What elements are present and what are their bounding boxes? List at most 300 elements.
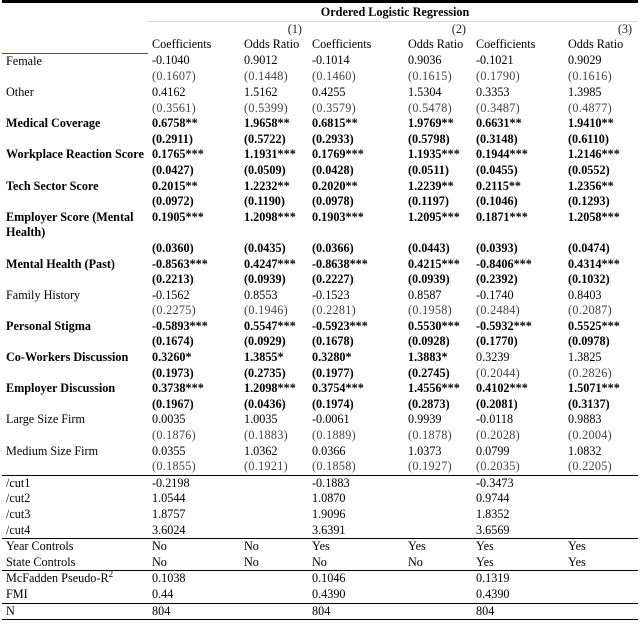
control-value: No [244,554,259,569]
standard-error-cell: (0.0928) [408,334,450,349]
estimate-cell: -0.1021 [476,53,514,68]
standard-error-cell: (0.2745) [408,365,450,380]
variable-label-blank [2,241,148,257]
cutpoint-label: /cut3 [6,507,31,521]
standard-error-cell: (0.5478) [408,100,453,115]
empty-cell [240,571,308,587]
control-label: Year Controls [2,539,148,555]
standard-error-cell: (0.0435) [244,240,286,255]
standard-error-cell: (0.0929) [244,334,286,349]
estimate-cell: -0.8406*** [476,256,532,271]
estimate-cell: 1.5071*** [568,381,620,396]
estimate-cell: 0.3260* [152,350,192,365]
empty-cell [404,507,472,523]
estimate-cell: 1.2095*** [408,209,460,224]
table-row [2,210,638,241]
table-row [2,116,638,132]
estimate-cell: 0.0035 [152,412,186,427]
cutpoint-value: -0.1883 [308,475,404,491]
cutpoint-label: /cut4 [6,522,31,537]
superscript: 2 [108,569,114,580]
estimate-cell: 1.2239** [408,178,454,193]
empty-cell [240,603,308,620]
control-value: Yes [404,539,472,555]
cutpoint-value: 3.6024 [152,522,186,537]
estimate-cell: 0.0366 [312,443,346,458]
standard-error-cell: (0.1974) [312,396,354,411]
estimate-cell: 0.5547*** [244,318,296,333]
variable-label-blank [2,366,148,382]
statistic-label [2,571,148,587]
control-rows [2,539,638,571]
standard-error-cell: (0.0972) [152,194,194,209]
standard-error-cell: (0.1878) [408,428,453,443]
cutpoint-row [2,523,638,539]
col-header: Coefficients [152,37,212,52]
estimate-cell: 1.3825 [568,350,602,365]
standard-error-cell: (0.1770) [476,334,518,349]
variable-label: Personal Stigma [6,318,91,333]
estimate-cell: -0.5893*** [152,318,208,333]
estimate-cell: 0.1769*** [312,147,364,162]
cutpoint-value: 1.0870 [312,491,346,506]
cutpoint-value: 1.8757 [152,507,186,521]
statistic-value: 0.4390 [476,586,510,601]
variable-label-blank [2,428,148,444]
estimate-cell: 0.3353 [476,84,510,99]
estimate-cell: 0.1905*** [152,209,204,224]
variable-label-blank [2,459,148,475]
estimate-cell: -0.8638*** [312,256,368,271]
estimate-cell: 0.5525*** [568,318,620,333]
standard-error-cell: (0.1958) [408,303,453,318]
estimate-cell: 1.1935*** [408,147,460,162]
estimate-cell: 0.3754*** [312,381,364,396]
col-header: Odds Ratio [568,37,624,52]
estimate-cell: 1.2356** [568,178,614,193]
standard-error-cell: (0.2911) [152,131,193,146]
estimate-cell: -0.5923*** [312,318,368,333]
control-value: No [240,539,308,555]
statistic-label-text: McFadden Pseudo-R [6,571,109,586]
standard-error-cell: (0.1674) [152,334,194,349]
estimate-cell: -0.1562 [152,287,190,302]
standard-error-cell: (0.2484) [476,303,521,318]
standard-error-cell: (0.1790) [476,69,521,84]
variable-label-blank [2,101,148,117]
estimate-cell: 0.9036 [408,53,442,68]
empty-cell [240,475,308,491]
standard-error-cell: (0.1973) [152,365,194,380]
variable-label: Medical Coverage [6,116,101,131]
standard-error-cell: (0.2227) [312,272,354,287]
empty-cell [564,507,638,523]
variable-label: Workplace Reaction Score [6,147,144,162]
coefficient-rows [2,53,638,475]
estimate-cell: 1.1931*** [244,147,296,162]
standard-error-cell: (0.1967) [152,396,194,411]
control-value: No [148,539,240,555]
estimate-cell: 1.0362 [244,443,278,458]
standard-error-cell: (0.5399) [244,100,289,115]
estimate-cell: 0.4247*** [244,256,296,271]
cutpoint-label: /cut2 [6,491,31,506]
cutpoint-value: 0.9744 [476,491,510,506]
estimate-cell: 1.2098*** [244,209,296,224]
estimate-cell: 0.4314*** [568,256,620,271]
empty-cell [404,603,472,620]
table-row [2,53,638,69]
estimate-cell: 0.3239 [476,350,510,365]
empty-cell [240,523,308,539]
table-row-se [2,241,638,257]
estimate-cell: 0.8403 [568,287,602,302]
col-header: Coefficients [312,37,372,52]
variable-label-blank [2,194,148,210]
variable-label-blank [2,397,148,413]
standard-error-cell: (0.0552) [568,162,610,177]
estimate-cell: 0.1944*** [476,147,528,162]
estimate-cell: 0.5530*** [408,318,460,333]
table-row-se [2,132,638,148]
estimate-cell: 0.3280* [312,350,352,365]
table-row-se [2,366,638,382]
cutpoint-row [2,491,638,507]
standard-error-cell: (0.3148) [476,131,518,146]
observations-row [2,603,638,620]
estimate-cell: 0.0355 [152,443,186,458]
standard-error-cell: (0.1615) [408,69,453,84]
standard-error-cell: (0.2205) [568,459,613,474]
cutpoint-row [2,475,638,491]
standard-error-cell: (0.2873) [408,396,450,411]
variable-label-blank [2,163,148,179]
estimate-cell: 0.1903*** [312,209,364,224]
col-header: Odds Ratio [244,37,300,52]
estimate-cell: 1.5304 [408,84,442,99]
table-row [2,444,638,460]
estimate-cell: 0.4102*** [476,381,528,396]
estimate-cell: -0.8563*** [152,256,208,271]
header-blank [2,2,148,22]
statistic-row [2,571,638,587]
standard-error-cell: (0.1858) [312,459,357,474]
standard-error-cell: (0.5722) [244,131,286,146]
standard-error-cell: (0.0978) [312,194,354,209]
header-blank [2,37,148,53]
standard-error-cell: (0.0978) [568,334,610,349]
standard-error-cell: (0.1197) [408,194,449,209]
cutpoint-value: 1.9096 [312,507,346,521]
empty-cell [564,491,638,507]
control-value: Yes [308,539,404,555]
estimate-cell: -0.5932*** [476,318,532,333]
control-value: No [408,554,423,569]
standard-error-cell: (0.1889) [312,428,357,443]
standard-error-cell: (0.1855) [152,459,197,474]
standard-error-cell: (0.1876) [152,428,197,443]
statistic-label [2,587,148,603]
n-value: 804 [308,603,404,620]
table-row-se [2,334,638,350]
table-row-se [2,69,638,85]
variable-label-blank [2,272,148,288]
estimate-cell: -0.0061 [312,412,350,427]
table-row-se [2,303,638,319]
n-row [2,603,638,620]
standard-error-cell: (0.2004) [568,428,613,443]
table-row-se [2,101,638,117]
empty-cell [240,587,308,603]
estimate-cell: 0.4215*** [408,256,460,271]
variable-label: Employer Score (Mental Health) [6,209,134,240]
estimate-cell: 0.9883 [568,412,602,427]
estimate-cell: 0.9012 [244,53,278,68]
standard-error-cell: (0.1927) [408,459,453,474]
standard-error-cell: (0.0509) [244,162,286,177]
standard-error-cell: (0.1448) [244,69,289,84]
estimate-cell: 1.0373 [408,443,442,458]
model-number-3: (3) [472,21,638,37]
statistic-value: 0.44 [152,586,174,601]
table-row [2,147,638,163]
statistic-row [2,587,638,603]
standard-error-cell: (0.0360) [152,240,194,255]
estimate-cell: 1.3855* [244,350,284,365]
variable-label: Family History [6,287,81,302]
estimate-cell: 0.9029 [568,53,602,68]
standard-error-cell: (0.1616) [568,69,613,84]
variable-label: Other [6,84,34,99]
standard-error-cell: (0.3137) [568,396,610,411]
col-header: Coefficients [476,37,536,52]
cutpoint-rows [2,475,638,538]
standard-error-cell: (0.5798) [408,131,450,146]
cutpoint-value: -0.2198 [148,475,240,491]
standard-error-cell: (0.2933) [312,131,354,146]
control-row [2,539,638,555]
empty-cell [564,523,638,539]
table-row-se [2,428,638,444]
estimate-cell: -0.1040 [152,53,190,68]
variable-label-blank [2,303,148,319]
estimate-cell: 1.2146*** [568,147,620,162]
cutpoint-row [2,507,638,523]
statistic-label-text: FMI [6,586,28,601]
standard-error-cell: (0.1293) [568,194,610,209]
estimate-cell: 1.2058*** [568,209,620,224]
statistic-value: 0.1046 [308,571,404,587]
header-blank [2,21,148,37]
statistic-value: 0.4390 [312,586,346,601]
variable-label-blank [2,69,148,85]
empty-cell [564,475,638,491]
statistic-rows [2,571,638,603]
estimate-cell: 0.2020** [312,178,358,193]
estimate-cell: 1.4556*** [408,381,460,396]
standard-error-cell: (0.2281) [312,303,357,318]
estimate-cell: 1.9769** [408,116,454,131]
standard-error-cell: (0.1032) [568,272,610,287]
table-row-se [2,194,638,210]
table-row-se [2,272,638,288]
standard-error-cell: (0.0455) [476,162,518,177]
estimate-cell: 0.2015** [152,178,198,193]
n-label: N [2,603,148,620]
standard-error-cell: (0.0443) [408,240,450,255]
table-row-se [2,459,638,475]
cutpoint-value: 3.6569 [476,522,510,537]
regression-table [2,0,638,620]
standard-error-cell: (0.1190) [244,194,285,209]
standard-error-cell: (0.1678) [312,334,354,349]
n-value: 804 [148,603,240,620]
table-row [2,319,638,335]
variable-label-blank [2,132,148,148]
standard-error-cell: (0.3561) [152,100,197,115]
estimate-cell: -0.1740 [476,287,514,302]
standard-error-cell: (0.2735) [244,365,286,380]
standard-error-cell: (0.1607) [152,69,197,84]
control-value: Yes [476,554,494,569]
standard-error-cell: (0.2087) [568,303,613,318]
empty-cell [564,571,638,587]
standard-error-cell: (0.0939) [408,272,450,287]
control-value: Yes [472,539,564,555]
variable-label: Medium Size Firm [6,443,99,458]
cutpoint-label: /cut1 [2,475,148,491]
estimate-cell: 1.2232** [244,178,290,193]
standard-error-cell: (0.1883) [244,428,289,443]
estimate-cell: -0.1523 [312,287,350,302]
standard-error-cell: (0.2275) [152,303,197,318]
standard-error-cell: (0.1046) [476,194,518,209]
variable-label: Large Size Firm [6,412,85,427]
empty-cell [564,587,638,603]
statistic-value: 0.1038 [148,571,240,587]
col-header: Odds Ratio [408,37,464,52]
variable-label-blank [2,334,148,350]
standard-error-cell: (0.0393) [476,240,518,255]
estimate-cell: 0.1871*** [476,209,528,224]
estimate-cell: 1.9410** [568,116,614,131]
empty-cell [404,571,472,587]
control-value: No [312,554,327,569]
variable-label: Mental Health (Past) [6,256,115,271]
table-row [2,412,638,428]
standard-error-cell: (0.2035) [476,459,521,474]
standard-error-cell: (0.2028) [476,428,521,443]
estimate-cell: 0.8587 [408,287,442,302]
estimate-cell: 0.2115** [476,178,522,193]
empty-cell [404,475,472,491]
standard-error-cell: (0.4877) [568,100,613,115]
standard-error-cell: (0.0427) [152,162,194,177]
empty-cell [240,507,308,523]
estimate-cell: 1.3985 [568,84,602,99]
cutpoint-value: 1.8352 [476,507,510,521]
control-value: No [152,554,167,569]
standard-error-cell: (0.0939) [244,272,286,287]
variable-label: Employer Discussion [6,381,116,396]
table-row [2,179,638,195]
standard-error-cell: (0.0366) [312,240,354,255]
standard-error-cell: (0.0474) [568,240,610,255]
table-row-se [2,397,638,413]
standard-error-cell: (0.1460) [312,69,357,84]
estimate-cell: 0.1765*** [152,147,204,162]
standard-error-cell: (0.1977) [312,365,354,380]
standard-error-cell: (0.0511) [408,162,449,177]
standard-error-cell: (0.2392) [476,272,518,287]
empty-cell [404,491,472,507]
table-row [2,257,638,273]
cutpoint-value: 1.0544 [152,491,186,506]
table-row [2,350,638,366]
variable-label: Tech Sector Score [6,178,99,193]
empty-cell [404,523,472,539]
estimate-cell: 0.8553 [244,287,278,302]
empty-cell [564,603,638,620]
super-header: Ordered Logistic Regression [148,2,638,22]
estimate-cell: -0.0118 [476,412,514,427]
control-value: Yes [564,539,638,555]
table-row [2,381,638,397]
estimate-cell: 0.3738*** [152,381,204,396]
empty-cell [404,587,472,603]
n-value: 804 [472,603,564,620]
estimate-cell: 1.0035 [244,412,278,427]
estimate-cell: 0.9939 [408,412,442,427]
standard-error-cell: (0.2044) [476,365,521,380]
standard-error-cell: (0.1946) [244,303,289,318]
estimate-cell: 0.4162 [152,84,186,99]
model-number-2: (2) [308,21,472,37]
estimate-cell: 0.0799 [476,443,510,458]
standard-error-cell: (0.2081) [476,396,518,411]
cutpoint-value: -0.3473 [472,475,564,491]
estimate-cell: 0.6758** [152,116,198,131]
statistic-value: 0.1319 [472,571,564,587]
table-row [2,85,638,101]
estimate-cell: 1.5162 [244,84,278,99]
model-number-1: (1) [148,21,308,37]
control-value: Yes [568,554,586,569]
estimate-cell: 1.2098*** [244,381,296,396]
estimate-cell: -0.1014 [312,53,350,68]
empty-cell [240,491,308,507]
variable-label: Female [6,53,42,68]
cutpoint-value: 3.6391 [312,522,346,537]
estimate-cell: 1.0832 [568,443,602,458]
standard-error-cell: (0.2213) [152,272,194,287]
standard-error-cell: (0.3487) [476,100,521,115]
variable-label: Co-Workers Discussion [6,350,129,365]
control-label: State Controls [6,554,76,569]
standard-error-cell: (0.3579) [312,100,357,115]
standard-error-cell: (0.0428) [312,162,354,177]
standard-error-cell: (0.2826) [568,365,613,380]
standard-error-cell: (0.1921) [244,459,289,474]
estimate-cell: 1.3883* [408,350,448,365]
estimate-cell: 0.6631** [476,116,522,131]
table-row [2,288,638,304]
standard-error-cell: (0.0436) [244,396,286,411]
estimate-cell: 0.4255 [312,84,346,99]
standard-error-cell: (0.6110) [568,131,609,146]
estimate-cell: 1.9658** [244,116,290,131]
table-row-se [2,163,638,179]
